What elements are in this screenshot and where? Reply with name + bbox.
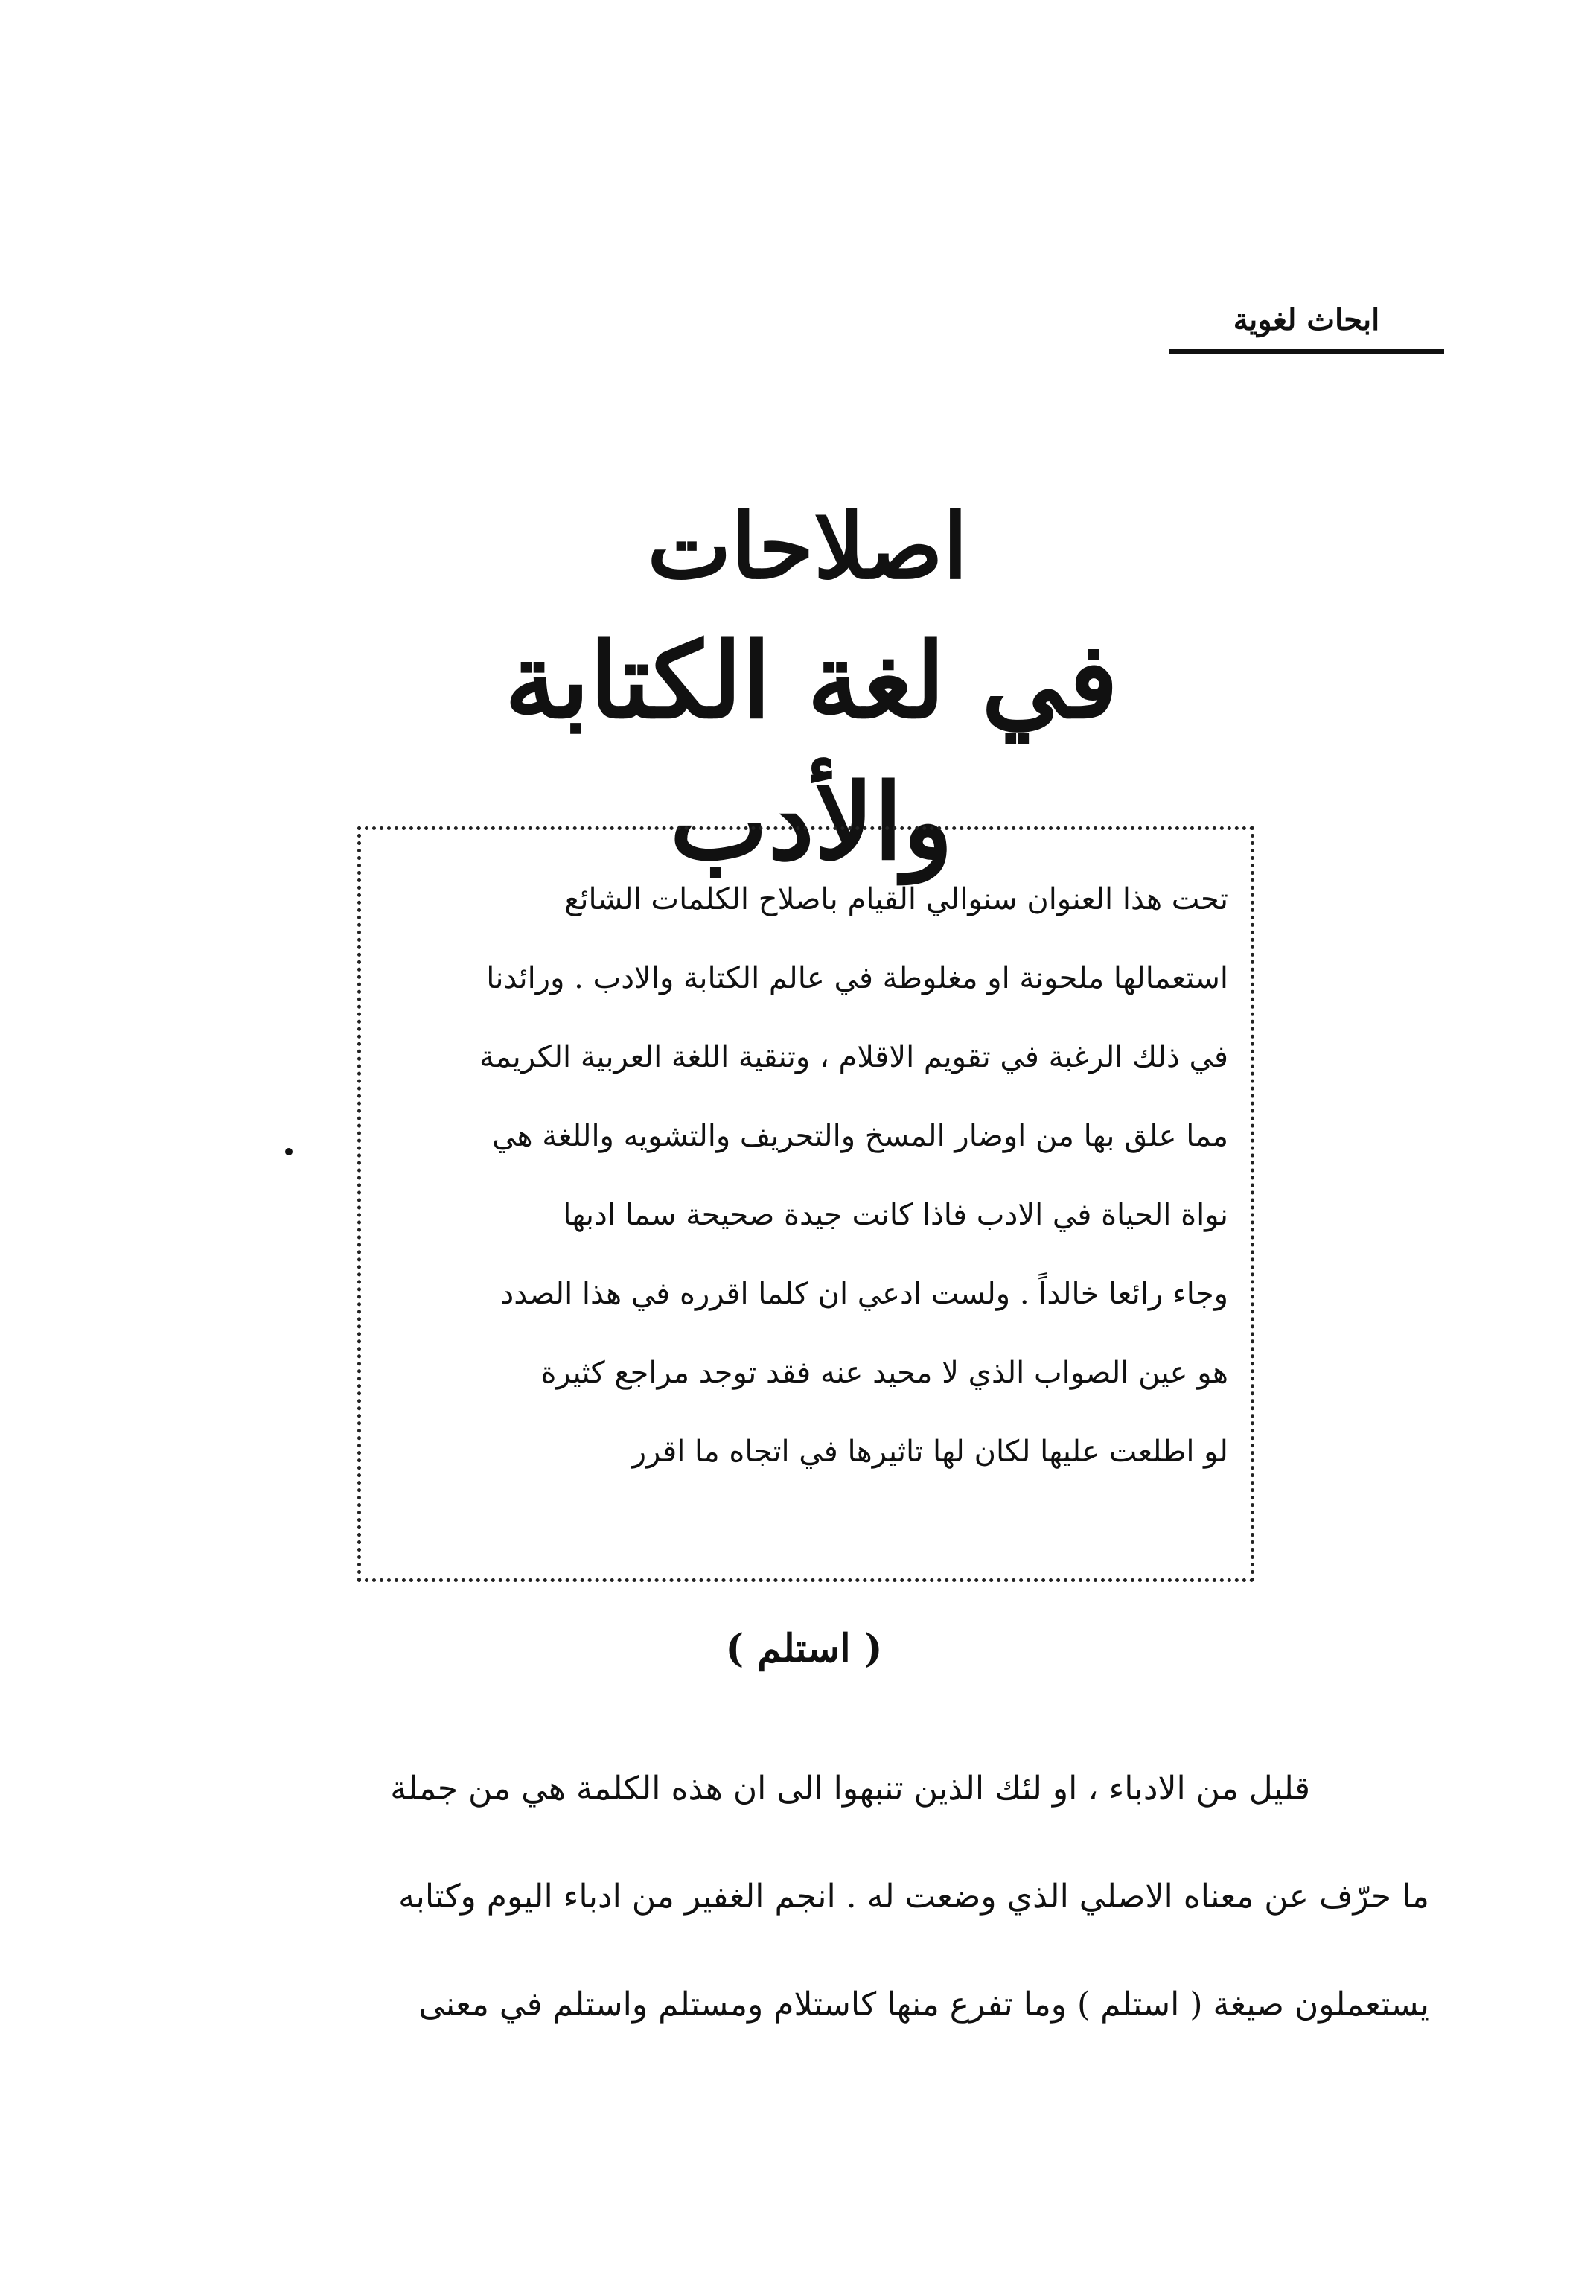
title-line-2: في لغة الكتابة والأدب	[504, 620, 1119, 884]
header-label: ابحاث لغوية	[1233, 302, 1380, 337]
print-speck	[285, 1148, 293, 1155]
section-heading: ( استلم )	[725, 1626, 883, 1671]
intro-line: في ذلك الرغبة في تقويم الاقلام ، وتنقية اللغة العربية الكريمة	[479, 1040, 1228, 1074]
intro-line: تحت هذا العنوان سنوالي القيام باصلاح الكلمات الشائع	[564, 882, 1228, 916]
intro-line: لو اطلعت عليها لكان لها تاثيرها في اتجاه ما اقرر	[631, 1435, 1228, 1469]
running-header	[1169, 294, 1444, 354]
body-text	[171, 1735, 1429, 2059]
intro-line: نواة الحياة في الادب فاذا كانت جيدة صحيحة سما ادبها	[563, 1198, 1228, 1232]
body-line: قليل من الادباء ، او لئك الذين تنبهوا الى ان هذه الكلمة هي من جملة	[390, 1770, 1310, 1808]
body-line: يستعملون صيغة ( استلم ) وما تفرع منها كاستلام ومستلم واستلم في معنى	[418, 1986, 1429, 2024]
intro-line: هو عين الصواب الذي لا محيد عنه فقد توجد مراجع كثيرة	[540, 1356, 1228, 1390]
header-underline	[1169, 349, 1444, 354]
title-line-1: اصلاحات	[647, 494, 968, 599]
intro-line: مما علق بها من اوضار المسخ والتحريف والتشويه واللغة هي	[492, 1119, 1228, 1153]
intro-line: استعمالها ملحونة او مغلوطة في عالم الكتابة والادب . ورائدنا	[486, 961, 1228, 995]
intro-box	[357, 826, 1254, 1582]
intro-line: وجاء رائعا خالداً . ولست ادعي ان كلما اقرره في هذا الصدد	[500, 1277, 1228, 1311]
intro-text	[383, 860, 1228, 1491]
body-line: ما حرّف عن معناه الاصلي الذي وضعت له . انجم الغفير من ادباء اليوم وكتابه	[398, 1878, 1429, 1916]
